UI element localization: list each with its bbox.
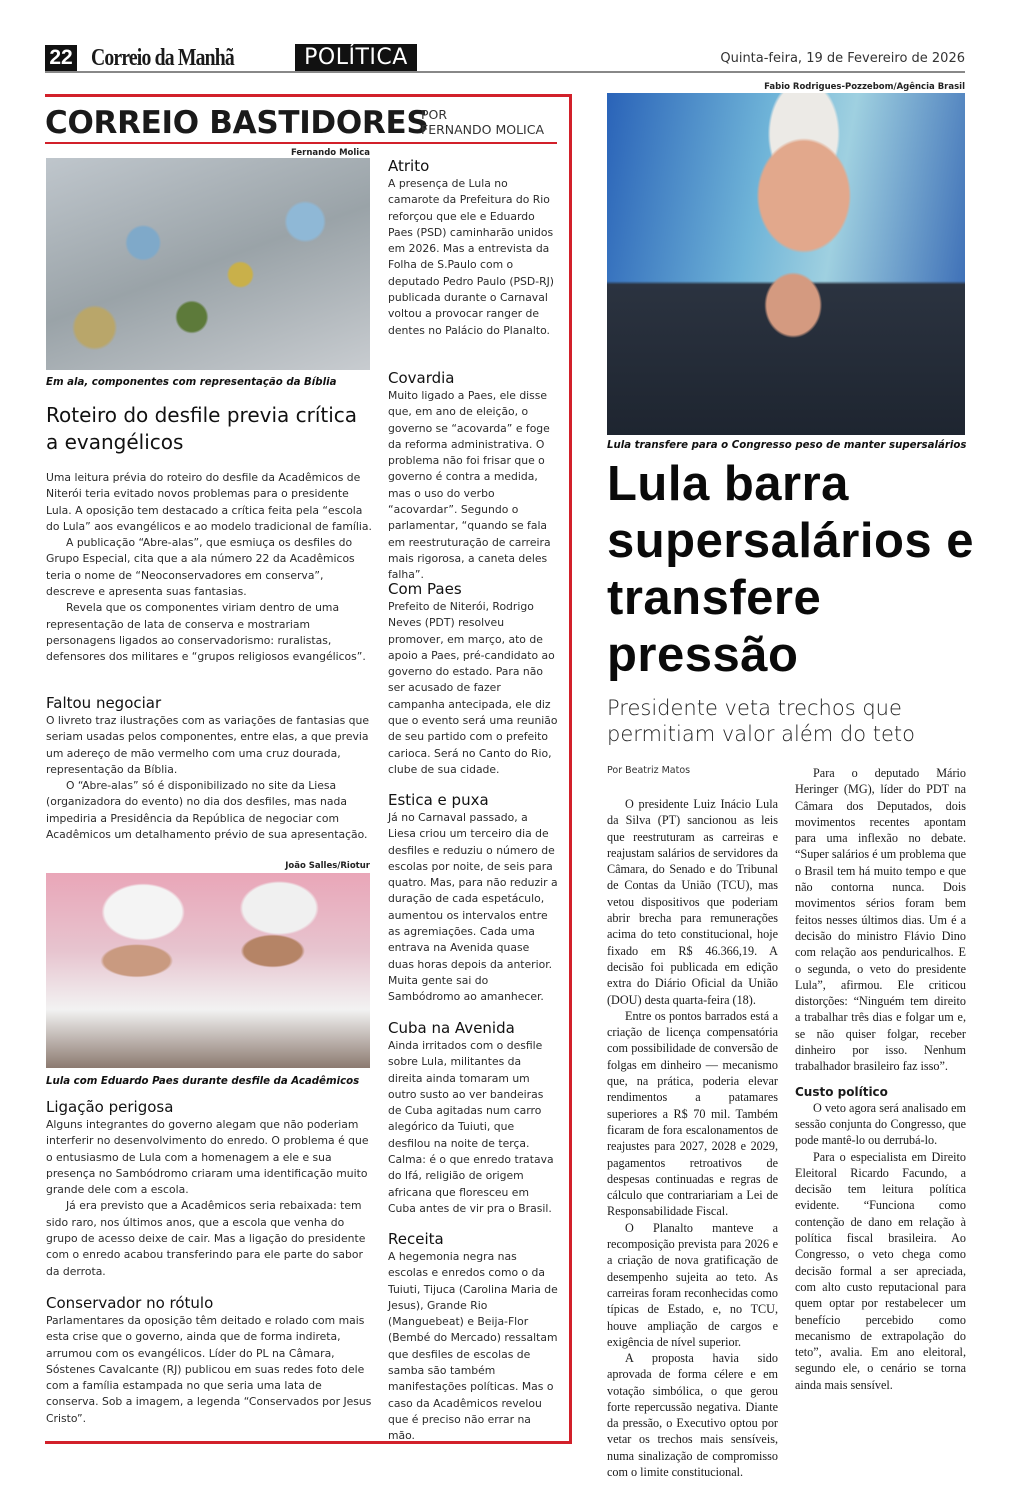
- paragraph: O Planalto manteve a recomposição prevista para 2026 e a criação de nova gratificação de desempenho sujeita ao teto. As carreiras foram reconhecidas como típicas de Estado, e, no TCU, houve ampliação de cargos e exigência de nível superior.: [607, 1220, 778, 1349]
- paragraph: Para o especialista em Direito Eleitoral Ricardo Facundo, a decisão tem leitura política evidente. “Funciona como contenção de dano em relação à política fiscal brasileira. Ao Congresso, o veto chega como decisão formal a ser apreciada, com alto custo reputacional para quem optar por restabelecer um benefício percebido como mecanismo de extrapolação do teto”, avalia. Em ano eleitoral, segundo ele, o cenário se torna ainda mais sensível.: [795, 1149, 966, 1392]
- article-body: [46, 470, 372, 666]
- photo-caption: Em ala, componentes com representação da Bíblia: [46, 377, 337, 388]
- title-underline: [45, 142, 557, 144]
- article-column-1: [607, 796, 778, 1350]
- note-text: Já no Carnaval passado, a Liesa criou um terceiro dia de desfiles e reduziu o número de escolas por noite, de seis para quatro. Mas, para não reduzir a duração de cada espetáculo, aumentou os intervalos entre as agremiações. Cada uma entrava na Avenida quase duas horas depois da anterior. Muita gente sai do Sambódromo ao amanhecer.: [388, 811, 558, 1004]
- paragraph: Já era previsto que a Acadêmicos seria rebaixada: tem sido raro, nos últimos anos, que a escola que venha do grupo de acesso deixe de cair. Mas a ligação do presidente com o enredo acabou transferindo para ele parte do sabor da derrota.: [46, 1199, 366, 1278]
- note-atrito: [388, 156, 558, 339]
- subsection-heading: Custo político: [795, 1084, 888, 1099]
- bastidores-side-rule: [569, 94, 572, 1444]
- photo-credit: Fernando Molica: [290, 148, 370, 158]
- subheading: Ligação perigosa: [46, 1098, 174, 1116]
- section-conservador: [46, 1293, 372, 1427]
- photo-caption: Lula com Eduardo Paes durante desfile da Acadêmicos: [46, 1076, 360, 1087]
- paragraph: O veto agora será analisado em sessão conjunta do Congresso, que pode mantê-lo ou derrubá-lo.: [795, 1100, 966, 1148]
- section-faltou: [46, 693, 372, 843]
- byline-por: POR: [421, 107, 448, 122]
- note-covardia: [388, 368, 558, 584]
- paragraph: Entre os pontos barrados está a criação de licença compensatória com possibilidade de conversão de folgas em dinheiro — mecanismo que, na prática, poderia elevar rendimentos a patamares superiores a R$ 70 mil. Também ficaram de fora escalonamentos de reajustes para 2027, 2028 e 2029, pagamentos retroativos de despesas continuadas e regras de cálculo que contrariariam a Lei de Responsabilidade Fiscal.: [607, 1008, 778, 1219]
- note-text: A hegemonia negra nas escolas e enredos como o da Tuiuti, Tijuca (Carolina Maria de Jesus), Grande Rio (Manguebeat) e Beija-Flor (Bembé do Mercado) ressaltam que desfiles de escolas de samba são também manifestações políticas. Mas o caso da Acadêmicos revelou que é preciso não errar na mão.: [388, 1250, 558, 1443]
- note-title: Covardia: [388, 369, 455, 387]
- byline: Por Beatriz Matos: [607, 765, 691, 776]
- note-text: Prefeito de Niterói, Rodrigo Neves (PDT) resolveu promover, em março, ato de apoio a Paes, pré-candidato ao governo do estado. Para não ser acusado de fazer campanha antecipada, ele diz que o evento será uma reunião de seu partido com o prefeito carioca. Será no Canto do Rio, clube de sua cidade.: [388, 600, 558, 776]
- masthead-logo: Correio da Manhã: [91, 45, 234, 71]
- note-title: Cuba na Avenida: [388, 1019, 515, 1037]
- note-text: Ainda irritados com o desfile sobre Lula, militantes da direita ainda tomaram um outro susto ao ver bandeiras de Cuba agitadas num carro alegórico da Tuiuti, que desfilou na noite de terça. Calma: é o que enredo tratava do Ifá, religião de origem africana que floresceu em Cuba antes de vir pra o Brasil.: [388, 1039, 554, 1215]
- paragraph: Para o deputado Mário Heringer (MG), líder do PDT na Câmara dos Deputados, dois movimentos recentes apontam para uma inflexão no debate. “Super salários é um problema que o Brasil tem há muito tempo e que não contorna nunca. Dois movimentos sérios foram bem feitos nesses últimos dias. Um é a decisão do ministro Flávio Dino com relação aos penduricalhos. E o segunda, o veto do presidente Lula”, afirmou. Ele criticou distorções: “Ninguém tem direito a trabalhar três dias e folgar um e, se não quiser folgar, receber dinheiro por isso. Nenhum trabalhador brasileiro faz isso”.: [795, 766, 966, 1074]
- note-receita: [388, 1229, 558, 1445]
- lula-paes-photo: [46, 873, 370, 1068]
- paragraph: Uma leitura prévia do roteiro do desfile da Acadêmicos de Niterói teria evitado novos problemas para o presidente Lula. A oposição tem destacado a crítica feita pela “escola do Lula” aos evangélicos e ao modelo tradicional de família.: [46, 471, 372, 533]
- section-label: POLÍTICA: [295, 44, 417, 71]
- paragraph: O “Abre-alas” só é disponibilizado no site da Liesa (organizadora do evento) no dia dos desfiles, mas nada impediria a Presidência da República de negociar com Acadêmicos um detalhamento prévio de sua apresentação.: [46, 779, 368, 842]
- paragraph: Revela que os componentes viriam dentro de uma representação de lata de conserva e mostrariam personagens ligados ao conservadorismo: ruralistas, defensores dos militares e “grupos religiosos evangélicos”.: [46, 601, 366, 664]
- paragraph: Alguns integrantes do governo alegam que não poderiam interferir no desenvolvimento do enredo. O problema é que o entusiasmo de Lula com a homenagem a ele e sua presença no Sambódromo criaram uma identificação muito grande dele com a escola.: [46, 1118, 369, 1197]
- issue-date: Quinta-feira, 19 de Fevereiro de 2026: [720, 51, 965, 66]
- note-text: A presença de Lula no camarote da Prefeitura do Rio reforçou que ele e Eduardo Paes (PSD) caminharão unidos em 2026. Mas a entrevista da Folha de S.Paulo com o deputado Pedro Paulo (PSD-RJ) publicada durante o Carnaval voltou a provocar ranger de dentes no Palácio do Planalto.: [388, 177, 555, 337]
- note-title: Receita: [388, 1230, 444, 1248]
- note-title: Com Paes: [388, 580, 462, 598]
- column-title: CORREIO BASTIDORES: [45, 105, 429, 141]
- photo-caption: Lula transfere para o Congresso peso de manter supersalários: [607, 440, 967, 451]
- paragraph: A publicação “Abre-alas”, que esmiuça os desfiles do Grupo Especial, cita que a ala número 22 da Acadêmicos teria o nome de “Neoconservadores em conserva”, descreve e apresenta suas fantasias.: [46, 536, 355, 599]
- note-text: Muito ligado a Paes, ele disse que, em ano de eleição, o governo se “acovarda” e foge da reforma administrativa. O problema não foi frisar que o governo é contra a medida, mas o uso do verbo “acovardar”. Segundo o parlamentar, “quando se fala em reestruturação de carreira mais rigorosa, a caneta deles falha”.: [388, 389, 551, 582]
- subheading: Conservador no rótulo: [46, 1294, 214, 1312]
- note-com-paes: [388, 579, 558, 778]
- header-divider: [45, 71, 965, 73]
- note-estica-e-puxa: [388, 790, 558, 1006]
- byline-author: FERNANDO MOLICA: [421, 122, 545, 137]
- column-byline: [421, 107, 544, 137]
- page-number: 22: [45, 45, 77, 71]
- main-headline: Lula barra supersalários e transfere pressão: [607, 457, 975, 682]
- paragraph: Parlamentares da oposição têm deitado e rolado com mais esta crise que o governo, ainda que de forma indireta, arrumou com os evangélicos. Líder do PL na Câmara, Sóstenes Cavalcante (RJ) publicou em suas redes foto dele com a família estampada no que seria uma lata de conserva. Sob a imagem, a legenda “Conservados por Jesus Cristo”.: [46, 1314, 372, 1425]
- subheadline: Presidente veta trechos que permitiam valor além do teto: [607, 696, 916, 746]
- section-ligacao: [46, 1097, 372, 1280]
- photo-credit: João Salles/Riotur: [285, 861, 370, 871]
- paragraph: O presidente Luiz Inácio Lula da Silva (PT) sancionou as leis que reestruturam as carreiras e reajustam salários de servidores da Câmara, do Senado e do Tribunal de Contas da União (TCU), mas vetou dispositivos que poderiam abrir brecha para remunerações acima do teto constitucional, hoje fixado em R$ 46.366,19. A decisão foi publicada em edição extra do Diário Oficial da União (DOU) desta quarta-feira (18).: [607, 797, 778, 1007]
- article-column-1-end: [607, 1350, 778, 1480]
- note-cuba-na-avenida: [388, 1018, 558, 1217]
- article-column-2: [795, 765, 966, 1393]
- paragraph: A proposta havia sido aprovada de forma célere e em votação simbólica, o que gerou forte repercussão negativa. Diante da pressão, o Executivo optou por vetar os trechos mais sensíveis, numa sinalização de compromisso com o limite constitucional.: [607, 1351, 778, 1480]
- article-headline: Roteiro do desfile previa crítica a evangélicos: [46, 403, 358, 454]
- bastidores-top-rule: [45, 94, 572, 97]
- carnival-parade-photo: [46, 158, 370, 370]
- lula-portrait-photo: [607, 93, 965, 435]
- photo-credit: Fabio Rodrigues-Pozzebom/Agência Brasil: [764, 82, 965, 92]
- note-title: Estica e puxa: [388, 791, 489, 809]
- subheading: Faltou negociar: [46, 694, 162, 712]
- note-title: Atrito: [388, 157, 430, 175]
- paragraph: O livreto traz ilustrações com as variações de fantasias que seriam usadas pelos componentes, entre elas, a que previa um adereço de mão vermelho com uma cruz dourada, representação da Bíblia.: [46, 714, 369, 776]
